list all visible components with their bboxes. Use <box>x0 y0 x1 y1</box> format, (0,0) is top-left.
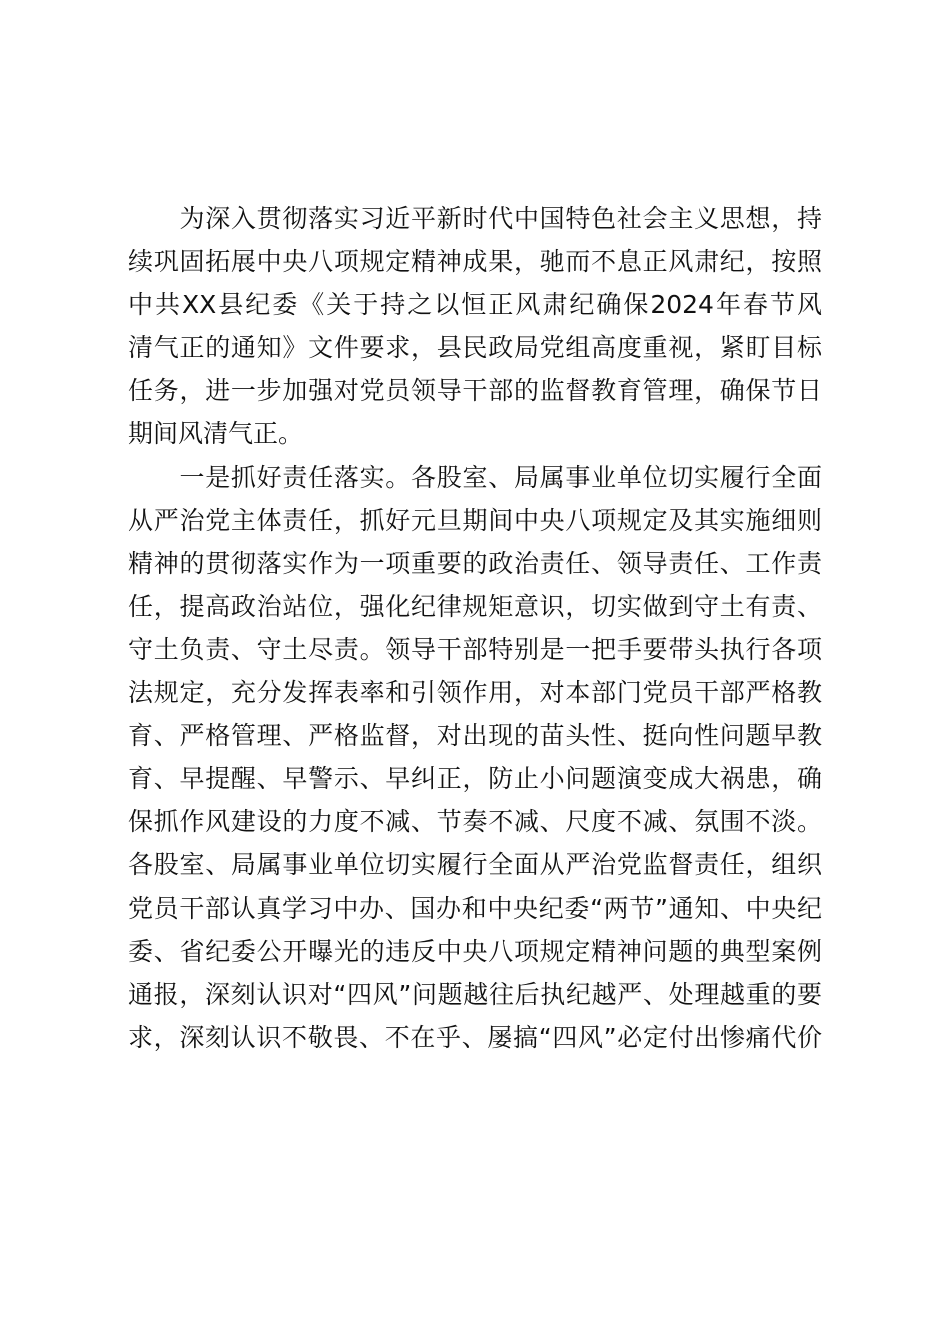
text-line: 通报，深刻认识对“四风”问题越往后执纪越严、处理越重的要 <box>128 979 822 1009</box>
text-line: 任务，进一步加强对党员领导干部的监督教育管理，确保节日 <box>128 376 822 406</box>
text-line: 委、省纪委公开曝光的违反中央八项规定精神问题的典型案例 <box>128 936 822 966</box>
body-text <box>128 197 822 1059</box>
paragraph-responsibility <box>128 456 822 1059</box>
text-line: 求，深刻认识不敬畏、不在乎、屡搞“四风”必定付出惨痛代价 <box>128 1022 822 1052</box>
text-line: 清气正的通知》文件要求，县民政局党组高度重视，紧盯目标 <box>128 333 822 363</box>
text-line: 任，提高政治站位，强化纪律规矩意识，切实做到守土有责、 <box>128 591 822 621</box>
text-line: 精神的贯彻落实作为一项重要的政治责任、领导责任、工作责 <box>128 548 822 578</box>
text-line: 法规定，充分发挥表率和引领作用，对本部门党员干部严格教 <box>128 678 822 708</box>
text-line: 中共XX县纪委《关于持之以恒正风肃纪确保2024年春节风 <box>128 290 822 320</box>
text-line: 守土负责、守土尽责。领导干部特别是一把手要带头执行各项 <box>128 634 822 664</box>
paragraph-intro <box>128 197 822 456</box>
text-line: 各股室、局属事业单位切实履行全面从严治党监督责任，组织 <box>128 850 822 880</box>
text-line: 为深入贯彻落实习近平新时代中国特色社会主义思想，持 <box>128 204 822 233</box>
text-line: 育、严格管理、严格监督，对出现的苗头性、挺向性问题早教 <box>128 721 822 751</box>
text-line: 续巩固拓展中央八项规定精神成果，驰而不息正风肃纪，按照 <box>128 247 822 277</box>
text-line: 党员干部认真学习中办、国办和中央纪委“两节”通知、中央纪 <box>128 893 822 923</box>
text-line: 育、早提醒、早警示、早纠正，防止小问题演变成大祸患，确 <box>128 764 822 794</box>
text-line: 从严治党主体责任，抓好元旦期间中央八项规定及其实施细则 <box>128 505 822 535</box>
text-line: 期间风清气正。 <box>128 419 304 449</box>
text-line: 保抓作风建设的力度不减、节奏不减、尺度不减、氛围不淡。 <box>128 807 822 837</box>
text-line: 一是抓好责任落实。各股室、局属事业单位切实履行全面 <box>128 462 822 492</box>
